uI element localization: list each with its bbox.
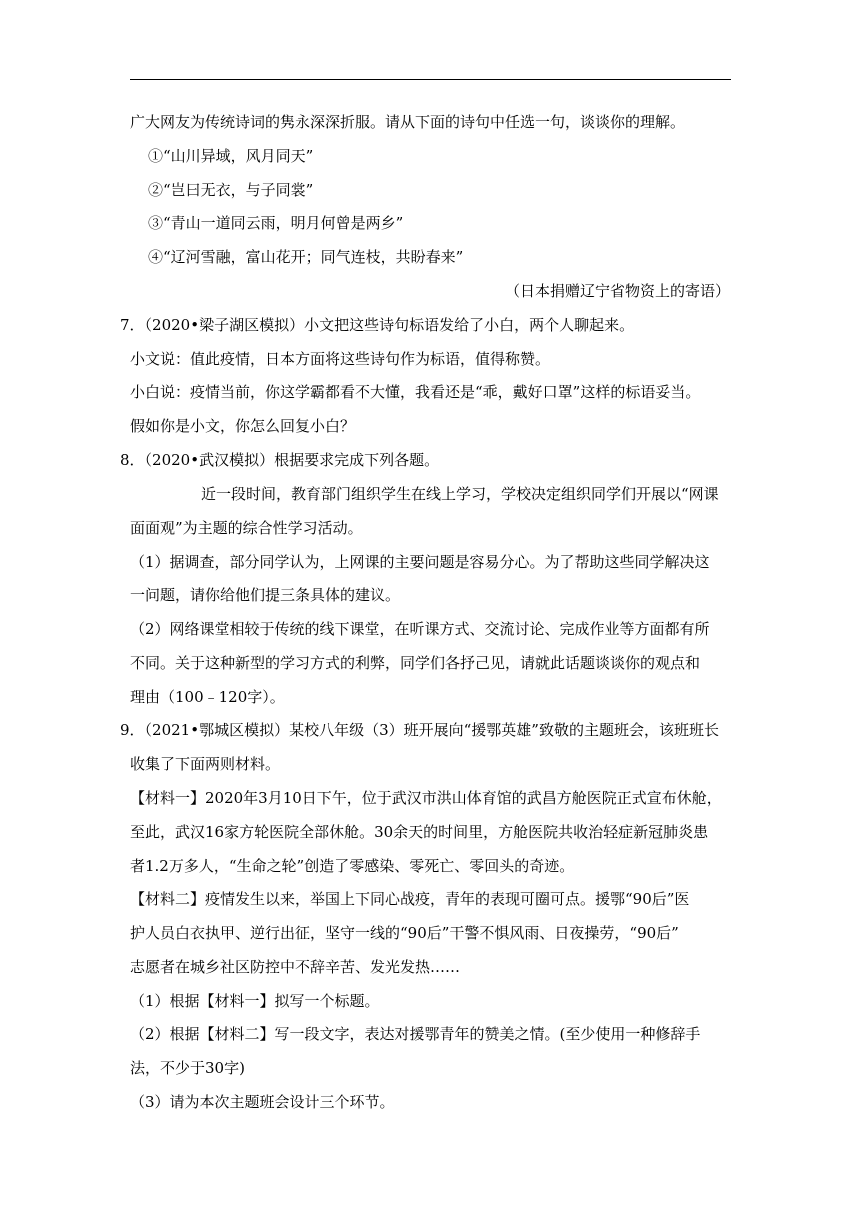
poem-2: ②“岂曰无衣，与子同裳” [148, 181, 314, 199]
question-8-line: 近一段时间，教育部门组织学生在线上学习，学校决定组织同学们开展以“网课 [201, 485, 719, 503]
header-rule [130, 79, 731, 80]
question-8-line: 一问题，请你给他们提三条具体的建议。 [130, 586, 401, 604]
question-8-line: （1）据调查，部分同学认为，上网课的主要问题是容易分心。为了帮助这些同学解决这 [130, 553, 710, 571]
intro-text: 广大网友为传统诗词的隽永深深折服。请从下面的诗句中任选一句，谈谈你的理解。 [130, 113, 686, 131]
question-9-line: （3）请为本次主题班会设计三个环节。 [130, 1093, 395, 1111]
poem-1: ①“山川异域，风月同天” [148, 147, 314, 165]
question-7-line: 假如你是小文，你怎么回复小白？ [130, 417, 356, 435]
question-9-line: （1）根据【材料一】拟写一个标题。 [130, 992, 380, 1010]
question-9-line: 收集了下面两则材料。 [130, 755, 281, 773]
question-9-line: 者1.2万多人，“生命之轮”创造了零感染、零死亡、零回头的奇迹。 [130, 857, 575, 875]
question-8-line: （2）网络课堂相较于传统的线下课堂，在听课方式、交流讨论、完成作业等方面都有所 [130, 620, 710, 638]
question-9-line: 法，不少于30字) [130, 1059, 245, 1077]
question-9-line: 护人员白衣执甲、逆行出征，坚守一线的“90后”干警不惧风雨、日夜操劳，“90后” [130, 924, 679, 942]
question-9-line: 志愿者在城乡社区防控中不辞辛苦、发光发热…… [130, 958, 461, 976]
question-7-line: 小文说：值此疫情，日本方面将这些诗句作为标语，值得称赞。 [130, 350, 551, 368]
question-8-line: 理由（100﹣120字）。 [130, 688, 285, 706]
poem-3: ③“青山一道同云雨，明月何曾是两乡” [148, 214, 404, 232]
question-9-line: （2）根据【材料二】写一段文字，表达对援鄂青年的赞美之情。(至少使用一种修辞手 [130, 1025, 701, 1043]
question-9-line: 至此，武汉16家方轮医院全部休舱。30余天的时间里，方舱医院共收治轻症新冠肺炎患 [130, 823, 709, 841]
question-7-header: 7．（2020•梁子湖区模拟）小文把这些诗句标语发给了小白，两个人聊起来。 [120, 316, 635, 334]
question-8-header: 8．（2020•武汉模拟）根据要求完成下列各题。 [120, 451, 440, 469]
question-9-header: 9．（2021•鄂城区模拟）某校八年级（3）班开展向“援鄂英雄”致敬的主题班会，该班班长 [120, 721, 719, 739]
question-7-line: 小白说：疫情当前，你这学霸都看不大懂，我看还是“乖，戴好口罩”这样的标语妥当。 [130, 383, 701, 401]
question-8-line: 不同。关于这种新型的学习方式的利弊，同学们各抒己见，请就此话题谈谈你的观点和 [130, 654, 701, 672]
question-9-line: 【材料一】2020年3月10日下午，位于武汉市洪山体育馆的武昌方舱医院正式宣布休舱， [130, 789, 722, 807]
poem-4: ④“辽河雪融，富山花开；同气连枝，共盼春来” [148, 248, 464, 266]
question-9-line: 【材料二】疫情发生以来，举国上下同心战疫，青年的表现可圈可点。援鄂“90后”医 [130, 890, 690, 908]
question-8-line: 面面观”为主题的综合性学习活动。 [130, 519, 363, 537]
poem-source: （日本捐赠辽宁省物资上的寄语） [504, 282, 730, 300]
